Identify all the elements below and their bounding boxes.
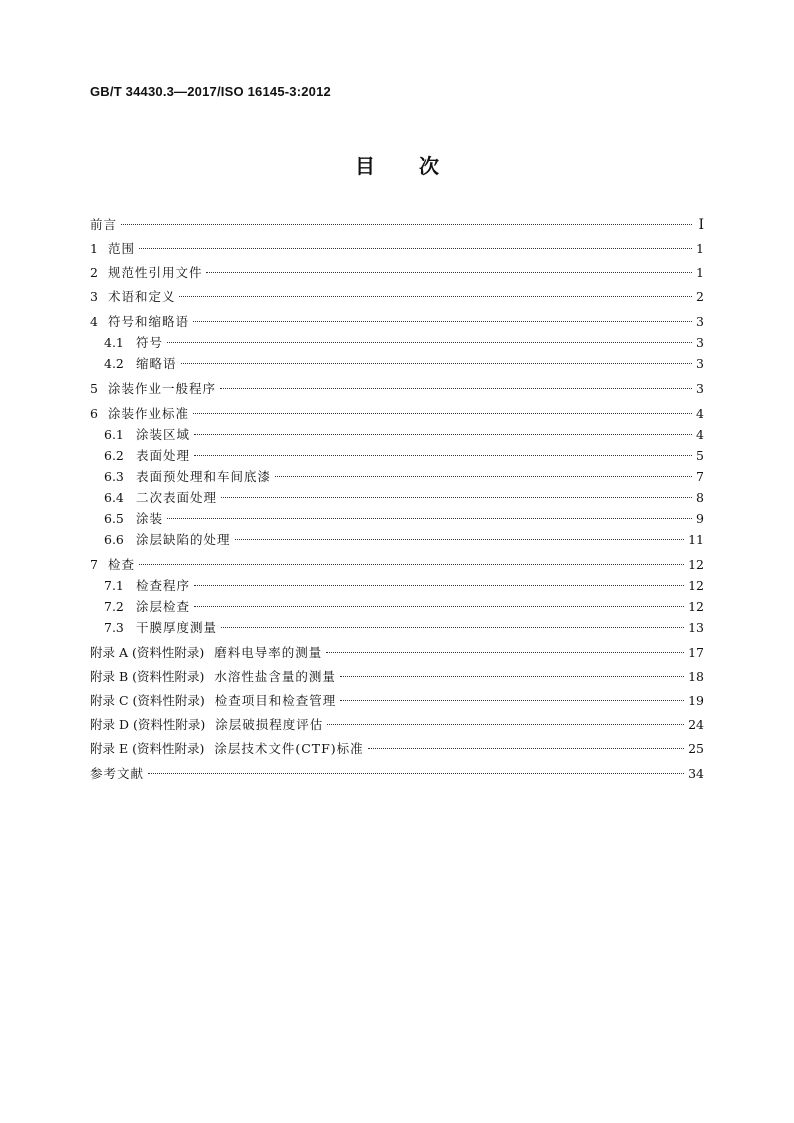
toc-entry-page: 12 (688, 578, 704, 593)
toc-entry-5[interactable] (90, 380, 704, 400)
toc-entry-6-5[interactable] (104, 510, 704, 530)
toc-leader-dots (220, 388, 692, 389)
toc-entry-number: 6.3 (104, 469, 124, 484)
toc-entry-label: 符号和缩略语 (107, 314, 189, 329)
toc-entry-number: 5 (90, 381, 98, 396)
toc-entry-label: 表面处理 (136, 448, 191, 463)
toc-entry-label: 规范性引用文件 (107, 265, 203, 280)
toc-entry-6-3[interactable] (104, 468, 704, 488)
toc-entry-label: 水溶性盐含量的测量 (214, 669, 336, 684)
toc-entry-page: 3 (696, 356, 704, 371)
toc-title-char-2: 次 (419, 154, 439, 178)
toc-entry-page: 7 (696, 469, 704, 484)
toc-entry-label: 表面预处理和车间底漆 (136, 469, 272, 484)
toc-entry-appendix-c[interactable] (90, 692, 704, 712)
toc-entry-references[interactable] (90, 765, 704, 785)
toc-entry-label: 检查程序 (136, 578, 191, 593)
toc-leader-dots (148, 773, 684, 774)
toc-entry-number: 3 (90, 289, 98, 304)
toc-entry-number: 附录 B (资料性附录) (90, 669, 205, 684)
toc-entry-page: 4 (696, 406, 704, 421)
toc-entry-label: 缩略语 (136, 356, 177, 371)
toc-leader-dots (206, 272, 692, 273)
toc-leader-dots (221, 627, 684, 628)
toc-leader-dots (235, 539, 685, 540)
toc-leader-dots (327, 724, 684, 725)
toc-entry-page: 19 (688, 693, 704, 708)
toc-entry-page: 5 (696, 448, 704, 463)
toc-entry-number: 6.4 (104, 490, 124, 505)
toc-entry-7-3[interactable] (104, 619, 704, 639)
toc-entry-page: I (698, 217, 704, 233)
toc-entry-label: 术语和定义 (107, 289, 176, 304)
toc-entry-number: 6.6 (104, 532, 124, 547)
toc-title (0, 150, 794, 179)
toc-leader-dots (194, 434, 692, 435)
toc-entry-page: 2 (696, 289, 704, 304)
toc-entry-page: 4 (696, 427, 704, 442)
toc-leader-dots (194, 455, 692, 456)
toc-entry-label: 涂装区域 (136, 427, 191, 442)
toc-entry-page: 3 (696, 335, 704, 350)
toc-leader-dots (121, 224, 692, 225)
toc-entry-4-1[interactable] (104, 334, 704, 354)
toc-leader-dots (167, 518, 692, 519)
toc-entry-label: 涂装 (136, 511, 164, 526)
toc-title-char-1: 目 (355, 154, 375, 178)
toc-entry-number: 7.2 (104, 599, 124, 614)
toc-entry-label: 涂层破损程度评估 (215, 717, 324, 732)
toc-leader-dots (167, 342, 692, 343)
toc-entry-6-1[interactable] (104, 426, 704, 446)
toc-entry-page: 25 (688, 741, 704, 756)
toc-entry-4-2[interactable] (104, 355, 704, 375)
toc-entry-number: 7.1 (104, 578, 124, 593)
toc-entry-page: 18 (688, 669, 704, 684)
toc-entry-number: 4 (90, 314, 98, 329)
toc-entry-7-1[interactable] (104, 577, 704, 597)
toc-entry-page: 3 (696, 314, 704, 329)
toc-entry-page: 13 (688, 620, 704, 635)
toc-leader-dots (179, 296, 692, 297)
toc-entry-label: 前言 (90, 217, 118, 232)
toc-entry-appendix-d[interactable] (90, 716, 704, 736)
toc-leader-dots (368, 748, 684, 749)
toc-entry-number: 1 (90, 241, 98, 256)
toc-entry-6-2[interactable] (104, 447, 704, 467)
toc-leader-dots (193, 321, 692, 322)
toc-entry-page: 1 (696, 265, 704, 280)
toc-entry-number: 附录 C (资料性附录) (90, 693, 205, 708)
toc-entry-page: 24 (688, 717, 704, 732)
toc-entry-label: 二次表面处理 (136, 490, 218, 505)
toc-entry-page: 17 (688, 645, 704, 660)
toc-entry-label: 参考文献 (90, 766, 145, 781)
toc-entry-number: 2 (90, 265, 98, 280)
toc-entry-label: 检查 (107, 557, 135, 572)
toc-entry-page: 9 (696, 511, 704, 526)
toc-leader-dots (221, 497, 692, 498)
toc-entry-label: 涂层技术文件(CTF)标准 (214, 741, 364, 756)
toc-entry-page: 1 (696, 241, 704, 256)
toc-entry-page: 34 (688, 766, 704, 781)
toc-entry-appendix-a[interactable] (90, 644, 704, 664)
toc-entry-label: 干膜厚度测量 (136, 620, 218, 635)
toc-leader-dots (194, 606, 684, 607)
toc-entry-number: 7 (90, 557, 98, 572)
document-code: GB/T 34430.3—2017/ISO 16145-3:2012 (90, 84, 331, 99)
toc-entry-6[interactable] (90, 405, 704, 425)
toc-entry-page: 12 (688, 557, 704, 572)
toc-entry-number: 6.5 (104, 511, 124, 526)
toc-leader-dots (194, 585, 684, 586)
toc-entry-label: 涂装作业标准 (107, 406, 189, 421)
toc-leader-dots (193, 413, 692, 414)
toc-entry-appendix-e[interactable] (90, 740, 704, 760)
toc-entry-page: 12 (688, 599, 704, 614)
toc-leader-dots (340, 700, 684, 701)
toc-entry-7-2[interactable] (104, 598, 704, 618)
toc-entry-number: 附录 E (资料性附录) (90, 741, 205, 756)
toc-entry-label: 磨料电导率的测量 (214, 645, 323, 660)
toc-leader-dots (181, 363, 692, 364)
toc-entry-2[interactable] (90, 264, 704, 284)
toc-entry-label: 检查项目和检查管理 (214, 693, 337, 708)
toc-entry-7[interactable] (90, 556, 704, 576)
toc-entry-number: 7.3 (104, 620, 124, 635)
toc-leader-dots (275, 476, 692, 477)
toc-entry-label: 范围 (107, 241, 135, 256)
toc-entry-3[interactable] (90, 288, 704, 308)
toc-entry-number: 4.2 (104, 356, 124, 371)
toc-entry-label: 涂装作业一般程序 (107, 381, 216, 396)
toc-entry-page: 11 (688, 532, 704, 547)
toc-leader-dots (139, 564, 684, 565)
toc-leader-dots (340, 676, 684, 677)
toc-entry-label: 涂层缺陷的处理 (136, 532, 231, 547)
toc-entry-number: 附录 A (资料性附录) (90, 645, 205, 660)
toc-entry-number: 4.1 (104, 335, 124, 350)
toc-entry-number: 6.2 (104, 448, 124, 463)
toc-entry-6-4[interactable] (104, 489, 704, 509)
toc-entry-label: 涂层检查 (136, 599, 191, 614)
toc-entry-page: 3 (696, 381, 704, 396)
toc-entry-number: 6 (90, 406, 98, 421)
toc-entry-appendix-b[interactable] (90, 668, 704, 688)
toc-entry-label: 符号 (136, 335, 164, 350)
toc-entry-number: 附录 D (资料性附录) (90, 717, 206, 732)
toc-entry-number: 6.1 (104, 427, 124, 442)
toc-entry-4[interactable] (90, 313, 704, 333)
toc-entry-1[interactable] (90, 240, 704, 260)
toc-leader-dots (326, 652, 684, 653)
toc-entry-preface[interactable] (90, 216, 704, 236)
toc-entry-6-6[interactable] (104, 531, 704, 551)
toc-leader-dots (139, 248, 692, 249)
toc-entry-page: 8 (696, 490, 704, 505)
